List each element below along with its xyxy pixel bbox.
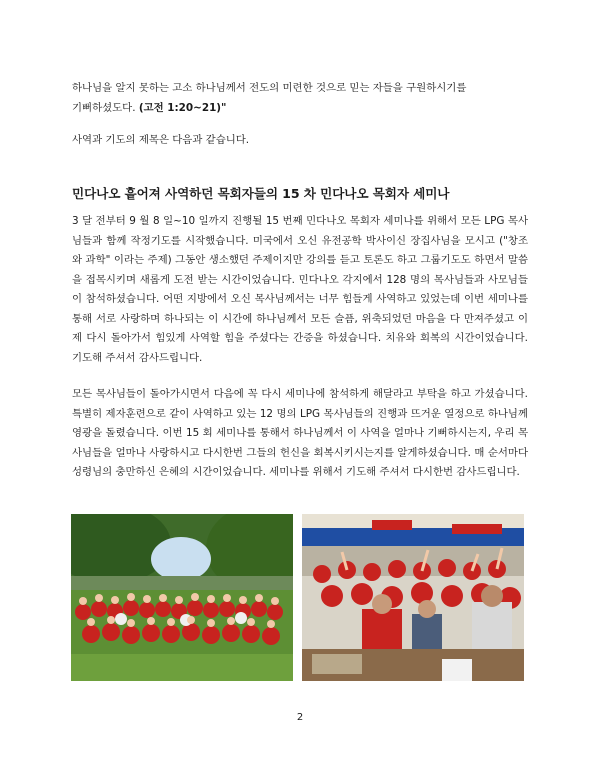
worship-photo-illustration bbox=[302, 514, 524, 681]
section-title: 민다나오 흩어져 사역하던 목회자들의 15 차 민다나오 목회자 세미나 bbox=[72, 186, 450, 201]
prayer-topics-line: 사역과 기도의 제목은 다음과 같습니다. bbox=[72, 134, 250, 146]
group-photo bbox=[71, 514, 293, 681]
page-number: 2 bbox=[296, 712, 304, 723]
paragraph-seminar-report: 3 달 전부터 9 월 8 일~10 일까지 진행될 15 번째 민다나오 목회자 세미나를 위해서 모든 LPG 목사님들과 함께 작정기도를 시작했습니다. 미국에서 오신 유전공학 박사이신 장집사님을 모시고 ("창조와 과학" 이라는 주제) 그동안 생소했던 주제이지만 강의를 듣고 토론도 하고 그룹기도도 하면서 말씀을 접목시키며 새롭게 도전 받는 시간이었습니다. 민다나오 각지에서 128 명의 목사님들과 사모님들이 참석하셨습니다. 어떤 지방에서 오신 목사님께서는 너무 힘들게 사역하고 있었는데 이번 세미나를 통해 서로 사랑하며 하나되는 이 시간에 하나님께서 모든 슬픔, 위축되었던 마음을 다 만져주셨고 이제 다시 돌아가서 힘있게 사역할 힘을 주셨다는 간증을 하셨습니다. 치유와 회복의 시간이었습니다. 기도해 주셔서 감사드립니다. bbox=[72, 215, 528, 364]
group-photo-illustration bbox=[71, 514, 293, 681]
intro-paragraph bbox=[72, 79, 528, 118]
intro-line-1: 하나님을 알지 못하는 고소 하나님께서 전도의 미련한 것으로 믿는 자들을 구원하시기를 bbox=[72, 82, 467, 94]
paragraph-thanks: 모든 목사님들이 돌아가시면서 다음에 꼭 다시 세미나에 참석하게 해달라고 부탁을 하고 가셨습니다. 특별히 제자훈련으로 같이 사역하고 있는 12 명의 LPG 목사님들의 진행과 뜨거운 열정으로 하나님께 영광을 돌렸습니다. 이번 15 회 세미나를 통해서 하나님께서 이 사역을 얼마나 기뻐하시는지, 우리 목사님들을 얼마나 사랑하시고 다시한번 그들의 헌신을 회복시키시는지를 알게하셨습니다. 매 순서마다 성령님의 충만하신 은혜의 시간이었습니다. 세미나를 위해서 기도해 주셔서 다시한번 감사드립니다. bbox=[72, 388, 528, 478]
intro-line-2: 기뻐하셨도다. bbox=[72, 101, 139, 114]
bible-citation: (고전 1:20~21)" bbox=[138, 101, 227, 114]
worship-photo bbox=[302, 514, 524, 681]
